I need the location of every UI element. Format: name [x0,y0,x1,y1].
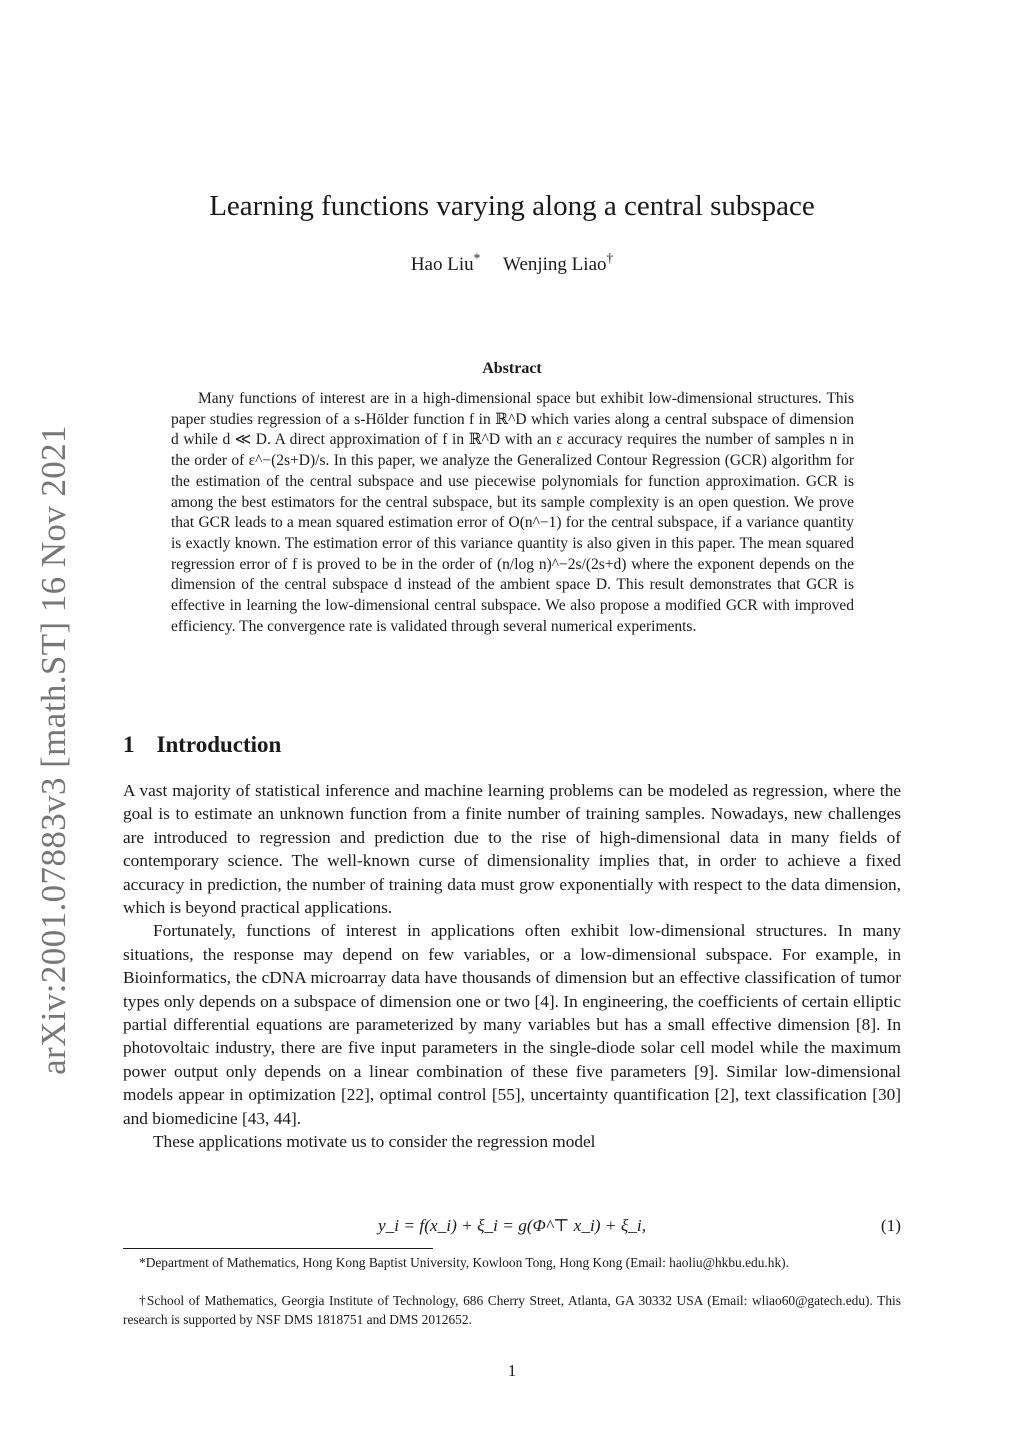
introduction-body [123,779,901,1154]
author-list [0,251,1024,276]
author-2: Wenjing Liao† [503,251,614,276]
paragraph-1: A vast majority of statistical inference and machine learning problems can be modeled as regression, where the goal is to estimate an unknown function from a finite number of training samples. Nowadays, new challenges are introduced to regression and prediction due to the rise of high-dimensional data in many fields of contemporary science. The well-known curse of dimensionality implies that, in order to achieve a fixed accuracy in prediction, the number of training data must grow exponentially with respect to the data dimension, which is beyond practical applications. [123,781,901,918]
author-1: Hao Liu* [410,251,481,276]
footnote-rule [123,1248,433,1249]
paragraph-3: These applications motivate us to consider the regression model [153,1132,596,1152]
page-number: 1 [507,1361,517,1380]
paper-title: Learning functions varying along a central subspace [209,190,815,222]
abstract-heading: Abstract [482,360,542,377]
equation-1 [123,1216,901,1240]
equation-number: (1) [880,1216,901,1235]
section-heading: 1 Introduction [123,732,282,757]
footnote-2: †School of Mathematics, Georgia Institute of Technology, 686 Cherry Street, Atlanta, GA 30332 USA (Email: wliao60@gatech.edu). This research is supported by NSF DMS 1818751 and DMS 2012652. [123,1293,901,1327]
footnote-1: *Department of Mathematics, Hong Kong Baptist University, Kowloon Tong, Hong Kong (Email: haoliu@hkbu.edu.hk). [139,1255,789,1270]
equation-body: y_i = f(x_i) + ξ_i = g(Φ^⊤ x_i) + ξ_i, [377,1216,647,1235]
abstract-text: Many functions of interest are in a high-dimensional space but exhibit low-dimensional structures. This paper studies regression of a s-Hölder function f in ℝ^D which varies along a central subspace of dimension d while d ≪ D. A direct approximation of f in ℝ^D with an ε accuracy requires the number of samples n in the order of ε^−(2s+D)/s. In this paper, we analyze the Generalized Contour Regression (GCR) algorithm for the estimation of the central subspace and use piecewise polynomials for function approximation. GCR is among the best estimators for the central subspace, but its sample complexity is an open question. We prove that GCR leads to a mean squared estimation error of O(n^−1) for the central subspace, if a variance quantity is exactly known. The estimation error of this variance quantity is also given in this paper. The mean squared regression error of f is proved to be in the order of (n/log n)^−2s/(2s+d) where the exponent depends on the dimension of the central subspace d instead of the ambient space D. This result demonstrates that GCR is effective in learning the low-dimensional central subspace. We also propose a modified GCR with improved efficiency. The convergence rate is validated through several numerical experiments. [171,390,854,635]
paragraph-2: Fortunately, functions of interest in applications often exhibit low-dimensional structures. In many situations, the response may depend on few variables, or a low-dimensional subspace. For example, in Bioinformatics, the cDNA microarray data have thousands of dimension but an effective classification of tumor types only depends on a subspace of dimension one or two [4]. In engineering, the coefficients of certain elliptic partial differential equations are parameterized by many variables but has a small effective dimension [8]. In photovoltaic industry, there are five input parameters in the single-diode solar cell model while the maximum power output only depends on a linear combination of these five parameters [9]. Similar low-dimensional models appear in optimization [22], optimal control [55], uncertainty quantification [2], text classification [30] and biomedicine [43, 44]. [123,921,901,1128]
arxiv-identifier: arXiv:2001.07883v3 [math.ST] 16 Nov 2021 [34,425,73,1075]
